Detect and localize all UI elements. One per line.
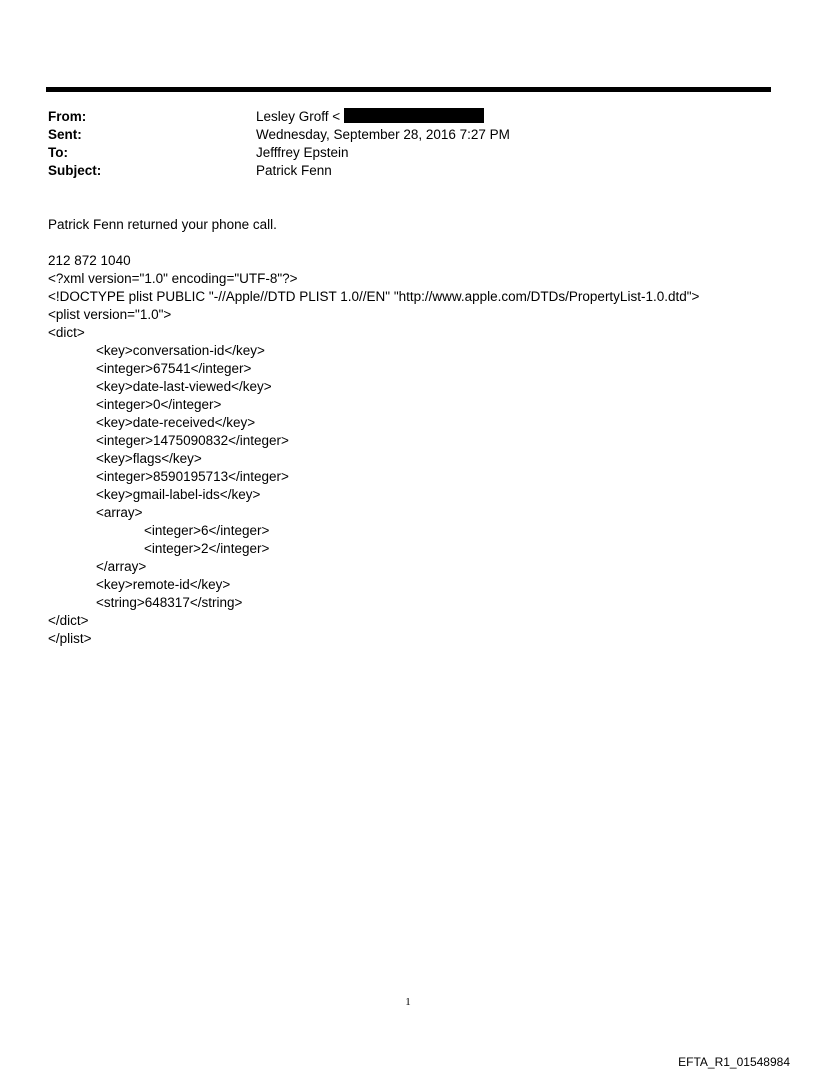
body-line: <key>remote-id</key>: [96, 577, 231, 592]
subject-value: Patrick Fenn: [256, 163, 332, 178]
body-line: <dict>: [48, 325, 85, 340]
body-line: </plist>: [48, 631, 92, 646]
header-row-sent: [48, 126, 768, 144]
body-line: <integer>1475090832</integer>: [96, 433, 289, 448]
sent-value: Wednesday, September 28, 2016 7:27 PM: [256, 127, 510, 142]
body-line: <plist version="1.0">: [48, 307, 172, 322]
from-text: Lesley Groff <: [256, 109, 341, 124]
body-line: <key>date-received</key>: [96, 415, 256, 430]
body-line: <key>conversation-id</key>: [96, 343, 265, 358]
body-line: <key>flags</key>: [96, 451, 202, 466]
body-line: <integer>0</integer>: [96, 397, 222, 412]
header-row-to: [48, 144, 768, 162]
body-line: 212 872 1040: [48, 253, 131, 268]
body-line: <integer>67541</integer>: [96, 361, 252, 376]
body-line: <array>: [96, 505, 143, 520]
email-body: [48, 252, 778, 648]
body-line: </dict>: [48, 613, 89, 628]
page-number: 1: [405, 996, 411, 1008]
header-divider: [46, 87, 771, 92]
body-line: <integer>6</integer>: [144, 523, 270, 538]
email-header: [48, 108, 768, 180]
body-line: <integer>2</integer>: [144, 541, 270, 556]
body-line: <integer>8590195713</integer>: [96, 469, 289, 484]
document-id: EFTA_R1_01548984: [678, 1055, 790, 1069]
body-line: <string>648317</string>: [96, 595, 243, 610]
body-line: <key>gmail-label-ids</key>: [96, 487, 261, 502]
from-label: From:: [48, 109, 87, 124]
to-value: Jefffrey Epstein: [256, 145, 349, 160]
body-line: <key>date-last-viewed</key>: [96, 379, 272, 394]
header-row-subject: [48, 162, 768, 180]
body-line: </array>: [96, 559, 147, 574]
header-row-from: [48, 108, 768, 126]
body-line: <!DOCTYPE plist PUBLIC "-//Apple//DTD PLIST 1.0//EN" "http://www.apple.com/DTDs/PropertyList-1.0.dtd">: [48, 289, 700, 304]
message-text: Patrick Fenn returned your phone call.: [48, 217, 277, 232]
subject-label: Subject:: [48, 163, 102, 178]
sent-label: Sent:: [48, 127, 82, 142]
body-line: <?xml version="1.0" encoding="UTF-8"?>: [48, 271, 298, 286]
to-label: To:: [48, 145, 68, 160]
redaction-block: [344, 108, 484, 123]
from-value: [256, 108, 484, 126]
